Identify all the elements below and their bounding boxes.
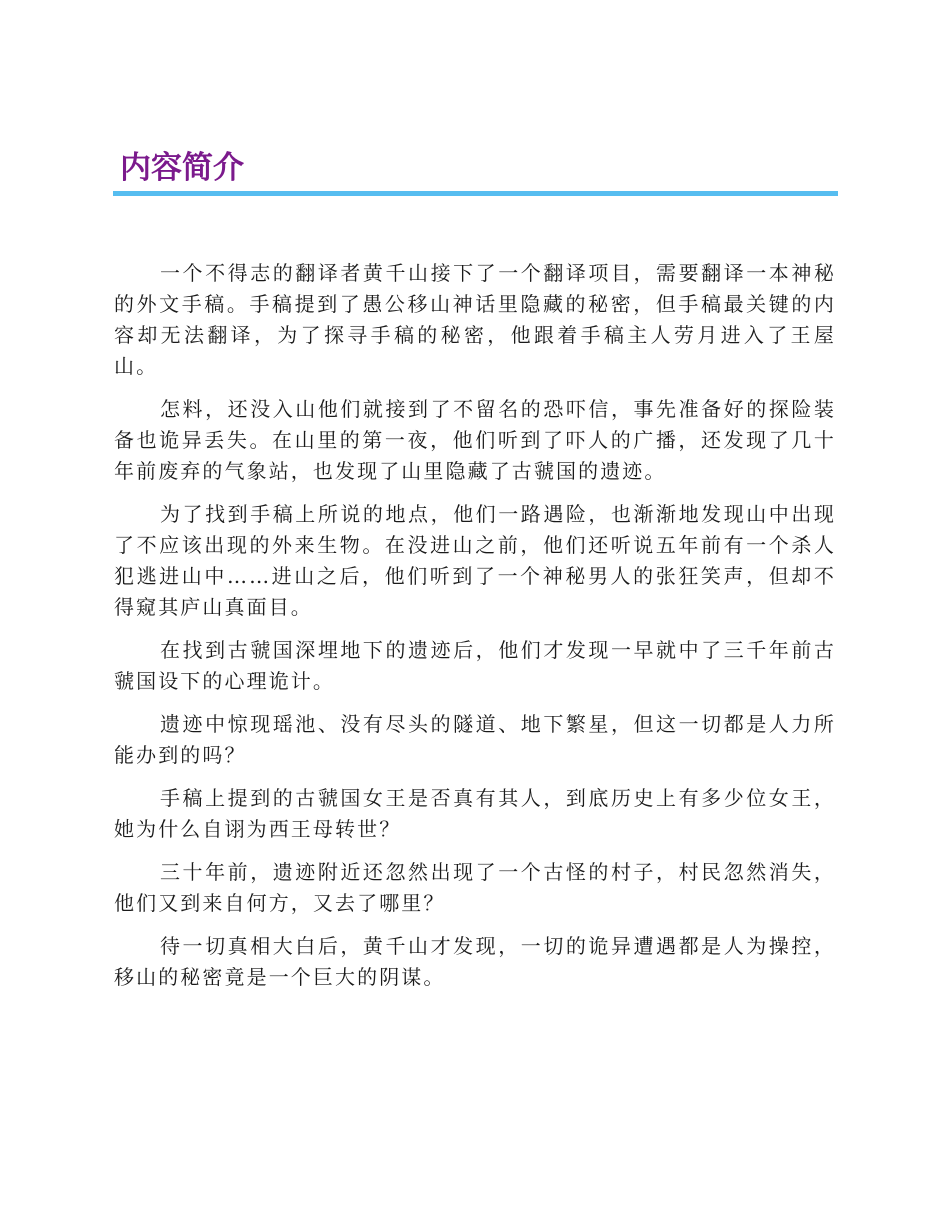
paragraph-7: 三十年前，遗迹附近还忽然出现了一个古怪的村子，村民忽然消失，他们又到来自何方，又去了哪里？	[114, 860, 836, 915]
synopsis-body	[114, 258, 836, 1005]
paragraph-4: 在找到古虢国深埋地下的遗迹后，他们才发现一早就中了三千年前古虢国设下的心理诡计。	[114, 638, 836, 693]
paragraph-8: 待一切真相大白后，黄千山才发现，一切的诡异遭遇都是人为操控，移山的秘密竟是一个巨大的阴谋。	[114, 934, 836, 989]
paragraph-2: 怎料，还没入山他们就接到了不留名的恐吓信，事先准备好的探险装备也诡异丢失。在山里的第一夜，他们听到了吓人的广播，还发现了几十年前废弃的气象站，也发现了山里隐藏了古虢国的遗迹。	[114, 397, 836, 483]
paragraph-3: 为了找到手稿上所说的地点，他们一路遇险，也渐渐地发现山中出现了不应该出现的外来生物。在没进山之前，他们还听说五年前有一个杀人犯逃进山中……进山之后，他们听到了一个神秘男人的张狂笑声，但却不得窥其庐山真面目。	[114, 502, 836, 619]
page-title: 内容简介	[120, 150, 244, 186]
section-header	[113, 140, 838, 196]
paragraph-5: 遗迹中惊现瑶池、没有尽头的隧道、地下繁星，但这一切都是人力所能办到的吗？	[114, 712, 836, 767]
paragraph-1: 一个不得志的翻译者黄千山接下了一个翻译项目，需要翻译一本神秘的外文手稿。手稿提到了愚公移山神话里隐藏的秘密，但手稿最关键的内容却无法翻译，为了探寻手稿的秘密，他跟着手稿主人劳月进入了王屋山。	[114, 261, 836, 378]
paragraph-6: 手稿上提到的古虢国女王是否真有其人，到底历史上有多少位女王，她为什么自诩为西王母转世？	[114, 786, 836, 841]
